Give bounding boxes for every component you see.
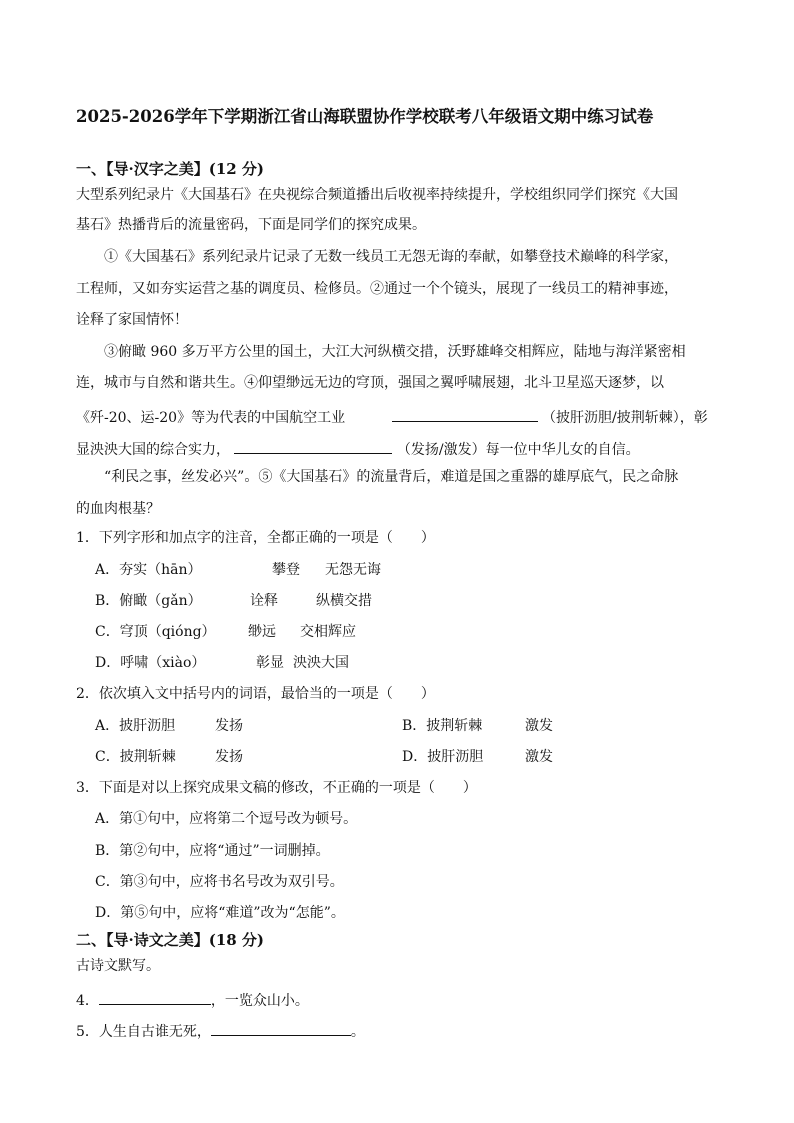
page-title: 2025-2026学年下学期浙江省山海联盟协作学校联考八年级语文期中练习试卷 <box>76 107 654 126</box>
option-b-word-2: 诠释 <box>250 593 278 609</box>
passage-p2-line-3-text: 《歼-20、运-20》等为代表的中国航空工业 <box>76 410 346 426</box>
passage-p3-line-1: “利民之事，丝发必兴”。⑤《大国基石》的流量背后，难道是国之重器的雄厚底气，民之命脉 <box>104 469 679 485</box>
question-2-option-c[interactable]: C．披荆斩棘 <box>95 749 176 765</box>
passage-p3-line-2: 的血肉根基？ <box>76 501 160 517</box>
question-3-option-b[interactable]: B．第②句中，应将“通过”一词删掉。 <box>95 843 330 859</box>
question-4-number: 4． <box>76 993 99 1009</box>
question-2-option-a[interactable]: A．披肝沥胆 <box>95 718 176 734</box>
passage-p2-line-4 <box>76 439 640 457</box>
option-b-word-1: B．俯瞰（gǎn） <box>95 593 202 609</box>
intro-line-1: 大型系列纪录片《大国基石》在央视综合频道播出后收视率持续提升，学校组织同学们探究《大国 <box>76 187 678 203</box>
option-a-word-3: 无怨无诲 <box>325 562 381 578</box>
question-3-option-a[interactable]: A．第①句中，应将第二个逗号改为顿号。 <box>95 811 358 827</box>
question-5-end: 。 <box>350 1024 365 1040</box>
option-d-word-1: D．呼啸（xiào） <box>95 655 206 671</box>
question-2-option-c-word-2: 发扬 <box>215 749 243 765</box>
passage-p1-line-2: 工程师，又如夯实运营之基的调度员、检修员。②通过一个个镜头，展现了一线员工的精神事迹， <box>76 281 678 297</box>
section-2-heading: 二、【导·诗文之美】(18 分) <box>76 931 265 949</box>
question-4-text: ，一览众山小。 <box>210 993 309 1009</box>
passage-p2-line-4-options: （发扬/激发）每一位中华儿女的自信。 <box>396 442 640 458</box>
question-2-option-d[interactable]: D．披肝沥胆 <box>402 749 484 765</box>
option-d-word-3: 泱泱大国 <box>293 655 349 671</box>
blank-1[interactable] <box>392 407 538 422</box>
question-2-stem: 2．依次填入文中括号内的词语，最恰当的一项是（ ） <box>76 686 435 702</box>
question-2-option-a-word-2: 发扬 <box>215 718 243 734</box>
question-3-option-d[interactable]: D．第⑤句中，应将“难道”改为“怎能”。 <box>95 905 345 921</box>
question-3-stem: 3．下面是对以上探究成果文稿的修改，不正确的一项是（ ） <box>76 780 477 796</box>
option-c-word-1: C．穹顶（qióng） <box>95 624 216 640</box>
passage-p2-line-1: ③俯瞰 960 多万平方公里的国土，大江大河纵横交措，沃野雄峰交相辉应，陆地与海洋紧密相 <box>104 344 686 360</box>
passage-p2-line-3-options: （披肝沥胆/披荆斩棘），彰 <box>542 410 708 426</box>
question-2-option-d-word-2: 激发 <box>525 749 553 765</box>
question-4-blank[interactable] <box>99 990 211 1005</box>
section-1-heading: 一、【导·汉字之美】(12 分) <box>76 160 265 178</box>
question-2-option-b-word-2: 激发 <box>525 718 553 734</box>
question-2-option-b[interactable]: B．披荆斩棘 <box>402 718 483 734</box>
passage-p1-line-3: 诠释了家国情怀！ <box>76 312 188 328</box>
option-a-word-2: 攀登 <box>272 562 300 578</box>
passage-p2-line-2: 连，城市与自然和谐共生。④仰望缈远无边的穹顶，强国之翼呼啸展翅，北斗卫星巡天逐梦，以 <box>76 375 664 391</box>
option-b-word-3: 纵横交措 <box>316 593 372 609</box>
option-c-word-2: 缈远 <box>248 624 276 640</box>
section-2-intro: 古诗文默写。 <box>76 958 160 974</box>
passage-p1-line-1: ①《大国基石》系列纪录片记录了无数一线员工无怨无诲的奉献，如攀登技术巅峰的科学家， <box>104 249 678 265</box>
question-1-stem: 1．下列字形和加点字的注音，全都正确的一项是（ ） <box>76 530 435 546</box>
question-5-blank[interactable] <box>211 1021 351 1036</box>
question-3-option-c[interactable]: C．第③句中，应将书名号改为双引号。 <box>95 874 344 890</box>
intro-line-2: 基石》热播背后的流量密码，下面是同学们的探究成果。 <box>76 217 426 233</box>
question-5-text: 5．人生自古谁无死， <box>76 1024 211 1040</box>
option-d-word-2: 彰显 <box>256 655 284 671</box>
question-4 <box>76 990 309 1008</box>
passage-p2-line-4-text: 显泱泱大国的综合实力， <box>76 442 230 458</box>
blank-2[interactable] <box>234 439 392 454</box>
option-a-word-1: A．夯实（hān） <box>95 562 202 578</box>
option-c-word-3: 交相辉应 <box>300 624 356 640</box>
question-5 <box>76 1021 365 1039</box>
passage-p2-line-3 <box>76 407 708 425</box>
